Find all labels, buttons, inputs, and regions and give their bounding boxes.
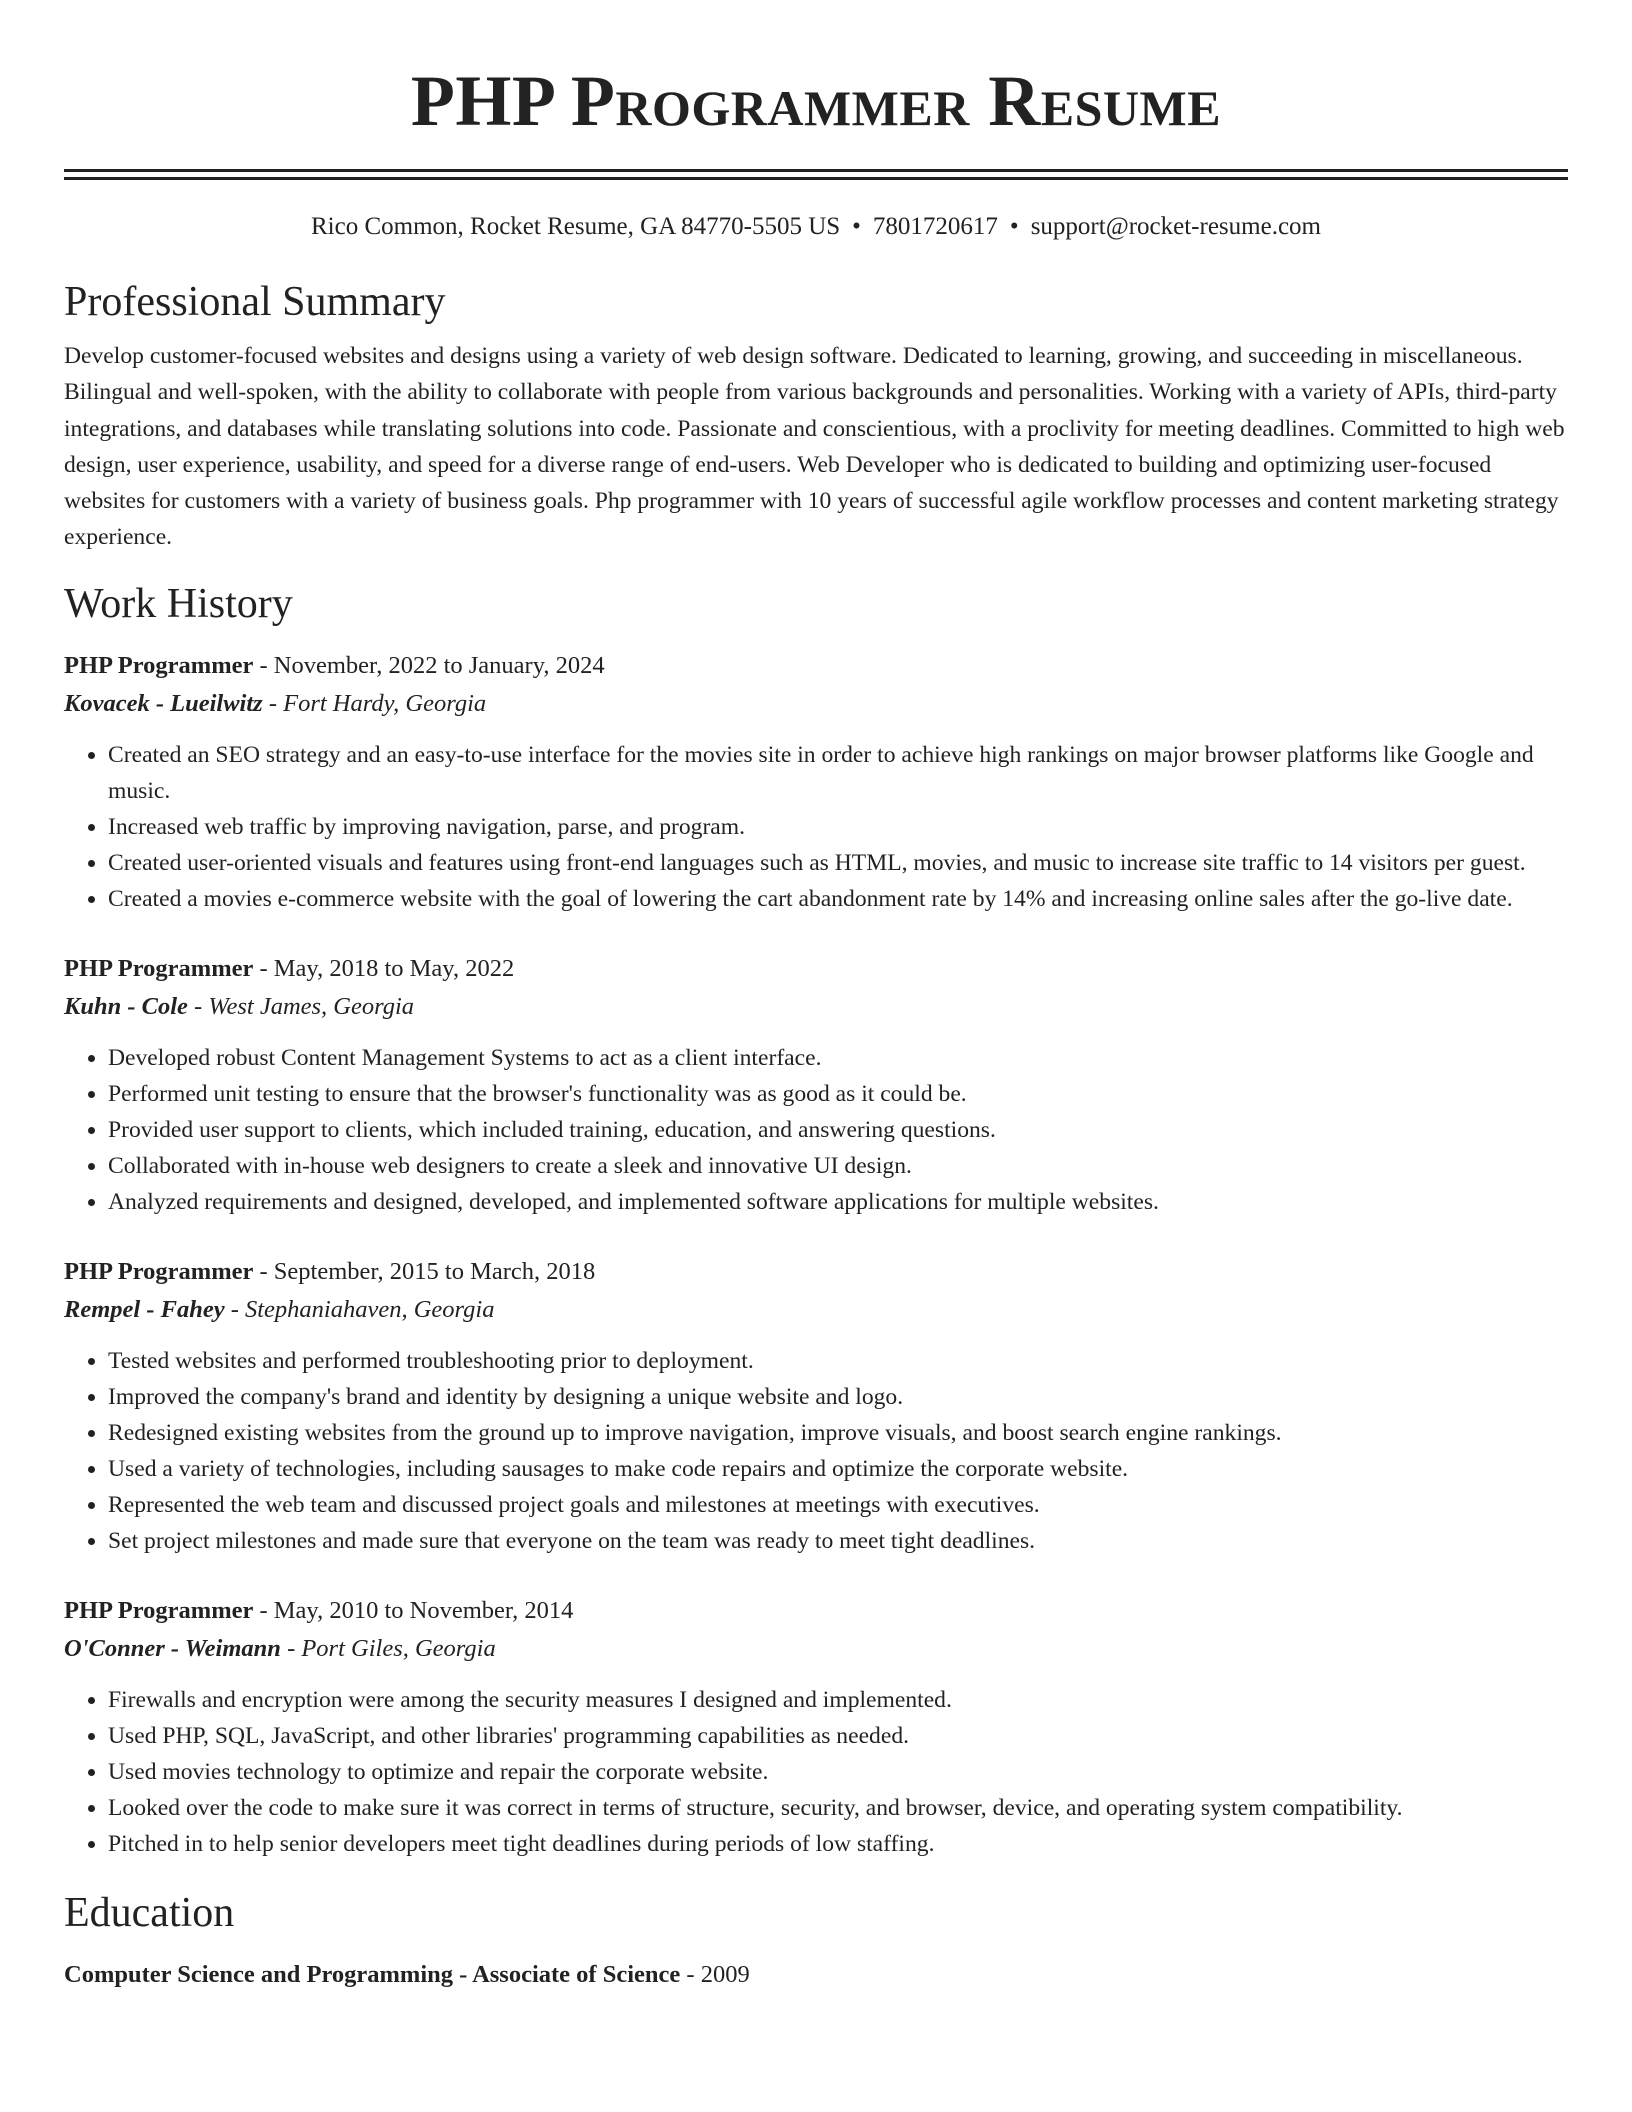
job-entry <box>64 950 1568 1220</box>
job-bullet: • Looked over the code to make sure it was correct in terms of structure, security, and browser, device, and operating system compatibility. <box>108 1790 1568 1826</box>
job-dates: - September, 2015 to March, 2018 <box>253 1257 596 1285</box>
contact-phone: 7801720617 <box>872 213 998 240</box>
job-bullet: • Firewalls and encryption were among the security measures I designed and implemented. <box>108 1682 1568 1718</box>
job-role: PHP Programmer <box>64 954 254 982</box>
job-bullet: • Used PHP, SQL, JavaScript, and other libraries' programming capabilities as needed. <box>108 1718 1568 1754</box>
job-bullet: • Increased web traffic by improving navigation, parse, and program. <box>108 809 1568 845</box>
job-bullet: • Created a movies e-commerce website with the goal of lowering the cart abandonment rate by 14% and increasing online sales after the go-live date. <box>108 881 1568 917</box>
job-bullet: • Developed robust Content Management Systems to act as a client interface. <box>108 1040 1568 1076</box>
title-double-rule <box>64 169 1568 180</box>
job-role: PHP Programmer <box>64 1257 254 1285</box>
job-title-line <box>64 950 1568 988</box>
job-location: - Fort Hardy, Georgia <box>262 689 487 717</box>
job-bullets <box>64 1343 1568 1559</box>
job-entry <box>64 1253 1568 1559</box>
job-bullets <box>64 1682 1568 1862</box>
work-history-heading: Work History <box>64 580 293 627</box>
job-location: - West James, Georgia <box>187 992 415 1020</box>
job-bullet: • Tested websites and performed troubleshooting prior to deployment. <box>108 1343 1568 1379</box>
job-bullets <box>64 1040 1568 1220</box>
company-line <box>64 1291 1568 1329</box>
job-role: PHP Programmer <box>64 651 254 679</box>
contact-separator: • <box>852 213 861 240</box>
job-title-line <box>64 1253 1568 1291</box>
job-bullet: • Pitched in to help senior developers meet tight deadlines during periods of low staffing. <box>108 1826 1568 1862</box>
job-location: - Port Giles, Georgia <box>280 1634 496 1662</box>
job-dates: - May, 2018 to May, 2022 <box>253 954 515 982</box>
job-company: O'Conner - Weimann <box>64 1634 281 1662</box>
job-bullet: • Created an SEO strategy and an easy-to-use interface for the movies site in order to achieve high rankings on major browser platforms like Google and music. <box>108 737 1568 809</box>
job-title-line <box>64 647 1568 685</box>
company-line <box>64 988 1568 1026</box>
summary-heading: Professional Summary <box>64 279 446 325</box>
job-bullet: • Created user-oriented visuals and features using front-end languages such as HTML, movies, and music to increase site traffic to 14 visitors per guest. <box>108 845 1568 881</box>
contact-line <box>64 211 1568 243</box>
job-role: PHP Programmer <box>64 1596 254 1624</box>
job-bullets <box>64 737 1568 917</box>
job-bullet: • Used a variety of technologies, including sausages to make code repairs and optimize the corporate website. <box>108 1451 1568 1487</box>
job-dates: - May, 2010 to November, 2014 <box>253 1596 574 1624</box>
job-title-line <box>64 1592 1568 1630</box>
contact-separator: • <box>1009 213 1019 240</box>
job-company: Kovacek - Lueilwitz <box>64 689 263 717</box>
job-location: - Stephaniahaven, Georgia <box>224 1295 495 1323</box>
job-bullet: • Improved the company's brand and identity by designing a unique website and logo. <box>108 1379 1568 1415</box>
job-company: Kuhn - Cole <box>64 992 188 1020</box>
education-year: - 2009 <box>680 1960 750 1988</box>
job-bullet: • Collaborated with in-house web designers to create a sleek and innovative UI design. <box>108 1148 1568 1184</box>
resume-page <box>64 0 1568 1994</box>
job-bullet: • Provided user support to clients, which included training, education, and answering questions. <box>108 1112 1568 1148</box>
job-bullet: • Analyzed requirements and designed, developed, and implemented software applications for multiple websites. <box>108 1184 1568 1220</box>
job-bullet: • Set project milestones and made sure that everyone on the team was ready to meet tight deadlines. <box>108 1523 1568 1559</box>
contact-address: Rico Common, Rocket Resume, GA 84770-5505 US <box>311 213 841 240</box>
education-heading: Education <box>64 1889 235 1936</box>
job-entry <box>64 647 1568 917</box>
job-bullet: • Performed unit testing to ensure that the browser's functionality was as good as it could be. <box>108 1076 1568 1112</box>
job-bullet: • Represented the web team and discussed project goals and milestones at meetings with executives. <box>108 1487 1568 1523</box>
education-entry <box>64 1956 1568 1994</box>
job-company: Rempel - Fahey <box>64 1295 225 1323</box>
job-bullet: • Redesigned existing websites from the ground up to improve navigation, improve visuals, and boost search engine rankings. <box>108 1415 1568 1451</box>
job-entry <box>64 1592 1568 1862</box>
summary-text: Develop customer-focused websites and designs using a variety of web design software. Dedicated to learning, growing, and succeeding in miscellaneous. Bilingual and well-spoken, with the ability to collaborate with people from various backgrounds and personalities. Working with a variety of APIs, third-party integrations, and databases while translating solutions into code. Passionate and conscientious, with a proclivity for meeting deadlines. Committed to high web design, user experience, usability, and speed for a diverse range of end-users. Web Developer who is dedicated to building and optimizing user-focused websites for customers with a variety of business goals. Php programmer with 10 years of successful agile workflow processes and content marketing strategy experience. <box>64 343 1565 551</box>
company-line <box>64 685 1568 723</box>
job-bullet: • Used movies technology to optimize and repair the corporate website. <box>108 1754 1568 1790</box>
education-degree: Computer Science and Programming - Associate of Science <box>64 1960 681 1988</box>
contact-email: support@rocket-resume.com <box>1030 213 1321 240</box>
job-dates: - November, 2022 to January, 2024 <box>253 651 605 679</box>
resume-title: PHP Programmer Resume <box>410 61 1222 141</box>
company-line <box>64 1630 1568 1668</box>
